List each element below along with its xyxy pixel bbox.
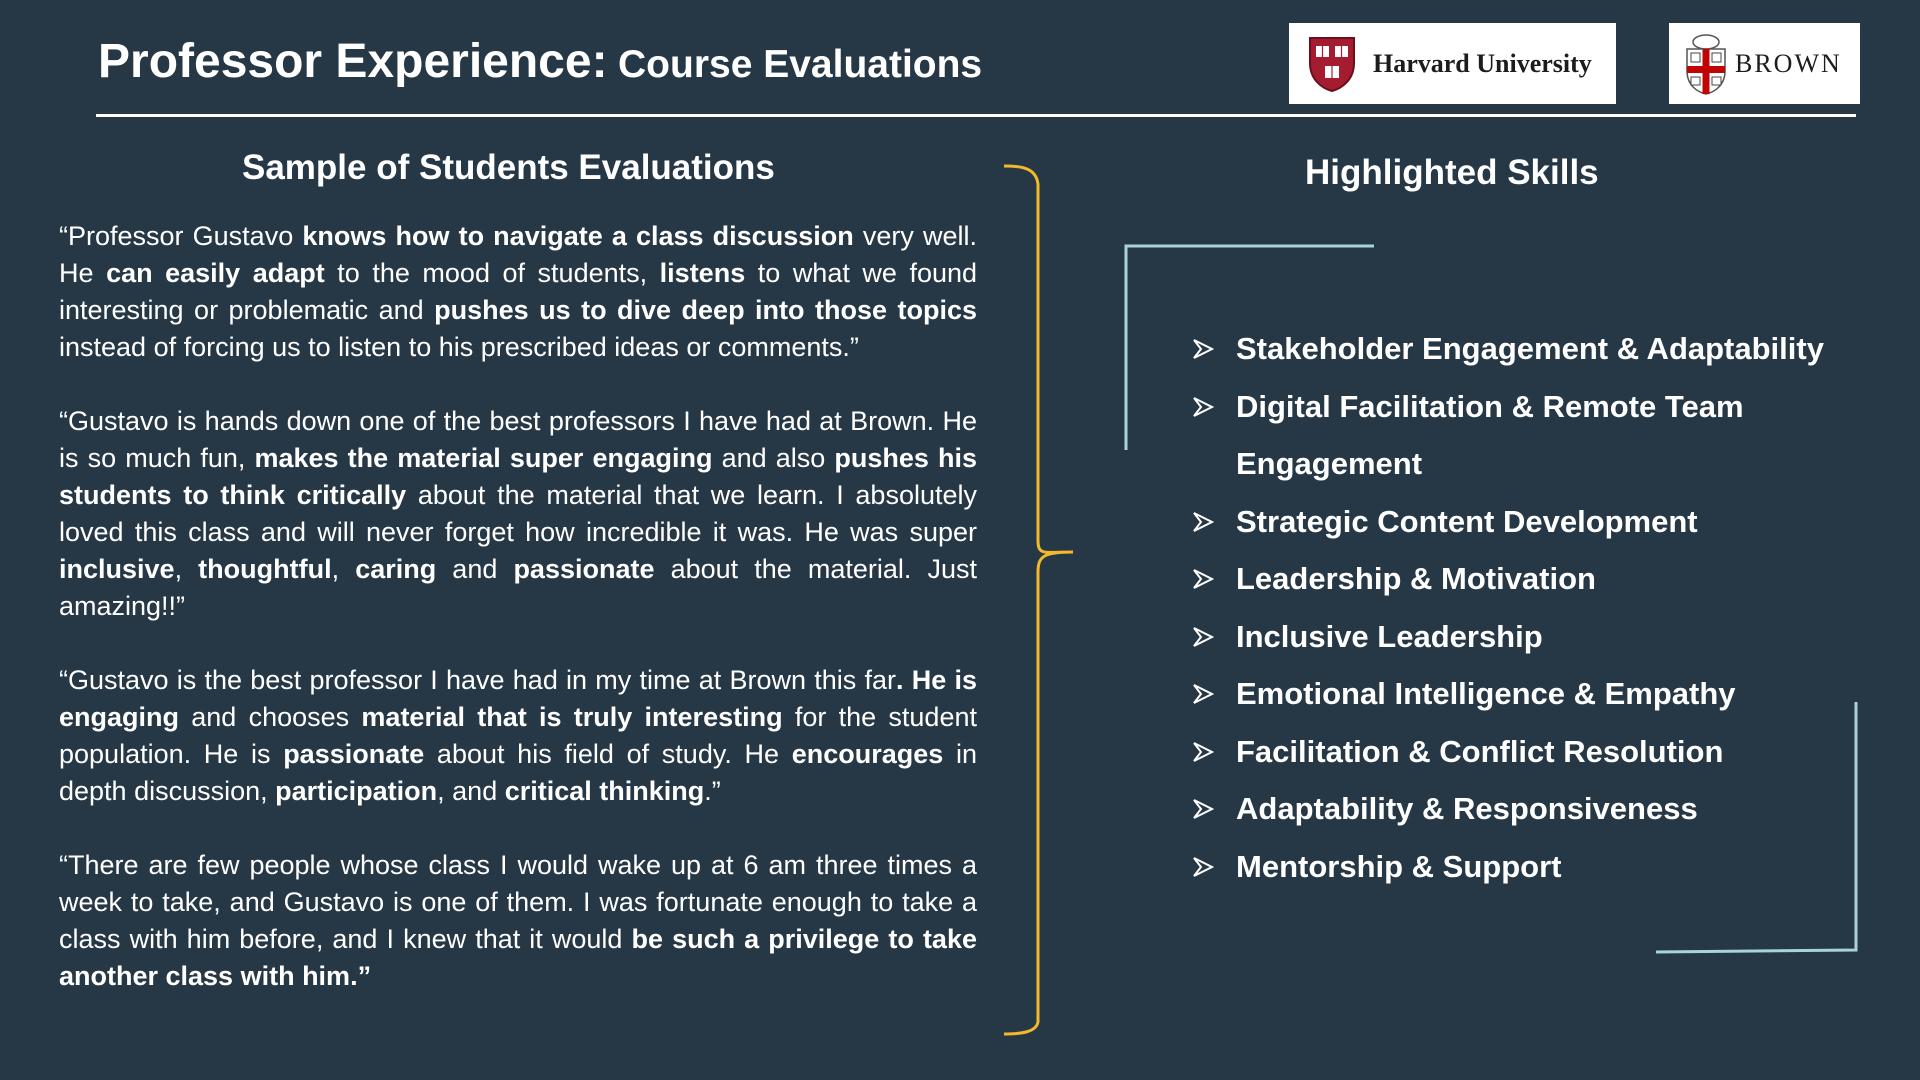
quote-highlight: caring (355, 554, 437, 584)
skills-heading: Highlighted Skills (1305, 153, 1599, 192)
skill-label: Inclusive Leadership (1236, 618, 1543, 654)
page-title-sub: Course Evaluations (618, 43, 983, 86)
skill-label: Strategic Content Development (1236, 503, 1698, 539)
quote-text: “Gustavo is the best professor I have had in my time at Brown this far (59, 665, 896, 695)
arrow-bullet-icon (1192, 338, 1214, 360)
quote-highlight: thoughtful (198, 554, 332, 584)
quote-highlight: passionate (513, 554, 655, 584)
skill-label: Facilitation & Conflict Resolution (1236, 733, 1724, 769)
quote-highlight: inclusive (59, 554, 175, 584)
skill-item (1190, 608, 1850, 666)
quote-text: in depth discussion, (59, 739, 977, 806)
quote-text: instead of forcing us to listen to his prescribed ideas or comments.” (59, 332, 859, 362)
quote-highlight: passionate (283, 739, 425, 769)
quote-highlight: makes the material super engaging (254, 443, 713, 473)
quote-highlight: participation (275, 776, 438, 806)
quote-text: .” (704, 776, 721, 806)
quote-text: , and (437, 776, 505, 806)
skill-label: Mentorship & Support (1236, 848, 1562, 884)
page-title-main: Professor Experience: (98, 35, 608, 88)
quote-highlight: pushes us to dive deep into those topics (434, 295, 977, 325)
quote-text: “Gustavo is hands down one of the best professors I have had at Brown. He is so much fun, (59, 406, 977, 473)
quote-text: and also (712, 443, 835, 473)
quote-text: very well. He (59, 221, 977, 288)
arrow-bullet-icon (1192, 856, 1214, 878)
quote-highlight: be such a privilege to take another class with him.” (59, 924, 977, 991)
quote-text: and chooses (179, 702, 362, 732)
quote-highlight: critical thinking (504, 776, 705, 806)
quote-text: to what we found interesting or problematic and (59, 258, 978, 325)
arrow-bullet-icon (1192, 568, 1214, 590)
skill-label: Emotional Intelligence & Empathy (1236, 676, 1736, 711)
brown-wordmark: BROWN (1735, 48, 1842, 78)
quote-text: , (331, 554, 356, 584)
harvard-wordmark: Harvard University (1373, 48, 1592, 78)
quote-highlight: listens (659, 258, 746, 288)
skill-item (1190, 320, 1850, 378)
skill-item (1190, 493, 1850, 551)
skill-label: Stakeholder Engagement & Adaptability (1236, 331, 1824, 366)
quote-text: about the material that we learn. I absolutely loved this class and will never forget how incredible it was. He was super (59, 480, 977, 547)
quote-text: for the student population. He is (59, 702, 977, 769)
skill-item (1190, 550, 1850, 608)
skill-label: Digital Facilitation & Remote Team Engagement (1236, 388, 1744, 481)
skill-item (1190, 723, 1850, 781)
quote-highlight: can easily adapt (106, 258, 325, 288)
skills-list (1190, 320, 1850, 895)
quote-text: , (174, 554, 199, 584)
quote-text: and (436, 554, 514, 584)
arrow-bullet-icon (1192, 396, 1214, 418)
skill-item (1190, 665, 1850, 723)
brown-shield-icon (1683, 33, 1729, 95)
evaluation-quote (59, 847, 977, 995)
evaluation-quote (59, 403, 977, 625)
quote-text: to the mood of students, (324, 258, 660, 288)
evaluations-quotes (59, 218, 977, 1032)
skill-label: Leadership & Motivation (1236, 561, 1596, 596)
quote-highlight: . He is engaging (59, 665, 977, 732)
skill-item (1190, 780, 1850, 838)
harvard-logo (1289, 23, 1616, 104)
arrow-bullet-icon (1192, 683, 1214, 705)
evaluation-quote (59, 662, 977, 810)
title-divider (96, 114, 1856, 117)
quote-text: “There are few people whose class I would wake up at 6 am three times a week to take, and Gustavo is one of them. I was fortunate enough to take a class with him before, and I knew that it would (59, 850, 977, 954)
harvard-shield-icon (1307, 35, 1357, 93)
quote-text: “Professor Gustavo (59, 221, 303, 251)
quote-highlight: knows how to navigate a class discussion (302, 221, 854, 251)
arrow-bullet-icon (1192, 741, 1214, 763)
arrow-bullet-icon (1192, 798, 1214, 820)
skill-item (1190, 378, 1850, 493)
bracket-divider (1000, 160, 1080, 1040)
skill-item (1190, 838, 1850, 896)
arrow-bullet-icon (1192, 511, 1214, 533)
quote-text: about the material. Just amazing!!” (59, 554, 977, 621)
quote-highlight: encourages (791, 739, 944, 769)
page-title (98, 35, 983, 88)
evaluations-heading: Sample of Students Evaluations (242, 148, 775, 187)
brown-logo (1669, 23, 1860, 104)
skill-label: Adaptability & Responsiveness (1236, 791, 1698, 826)
quote-highlight: material that is truly interesting (361, 702, 783, 732)
quote-highlight: pushes his students to think critically (59, 443, 977, 510)
quote-text: about his field of study. He (424, 739, 792, 769)
evaluation-quote (59, 218, 977, 366)
arrow-bullet-icon (1192, 626, 1214, 648)
